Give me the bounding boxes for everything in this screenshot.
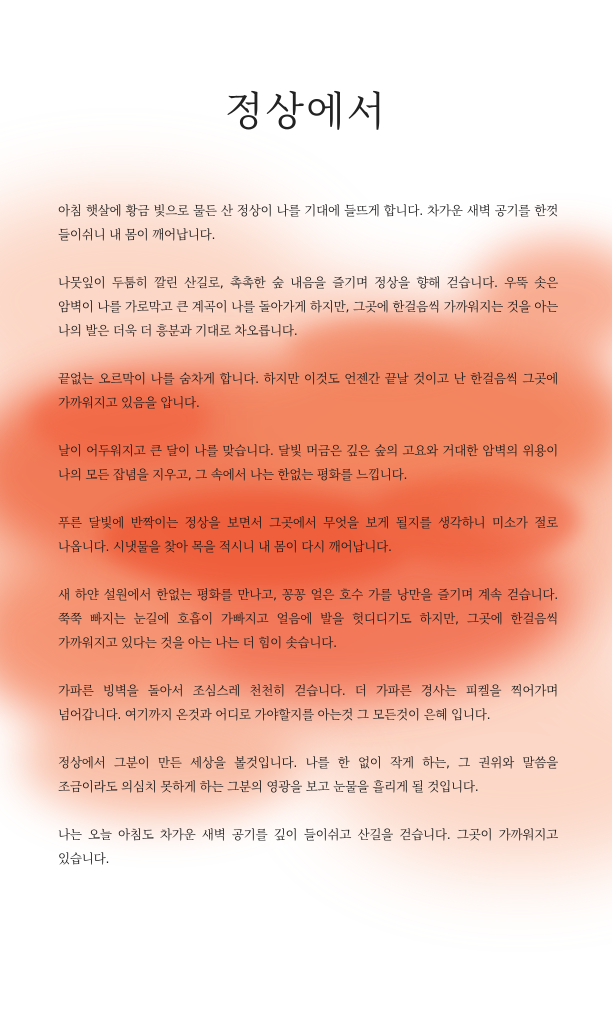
paragraph-3: 끝없는 오르막이 나를 숨차게 합니다. 하지만 이것도 언젠간 끝날 것이고 난 한걸음씩 그곳에 가까워지고 있음을 압니다.	[58, 370, 558, 410]
paragraph-4: 날이 어두워지고 큰 달이 나를 맞습니다. 달빛 머금은 깊은 숲의 고요와 거대한 암벽의 위용이 나의 모든 잡념을 지우고, 그 속에서 나는 한없는 평화를 느낍니다.	[58, 442, 558, 482]
page-title: 정상에서	[224, 89, 388, 135]
paragraph-8: 정상에서 그분이 만든 세상을 볼것입니다. 나를 한 없이 작게 하는, 그 권위와 말씀을 조금이라도 의심치 못하게 하는 그분의 영광을 보고 눈물을 흘리게 될 것입니다.	[58, 754, 558, 794]
paragraph-1: 아침 햇살에 황금 빛으로 물든 산 정상이 나를 기대에 들뜨게 합니다. 차가운 새벽 공기를 한껏 들이쉬니 내 몸이 깨어납니다.	[58, 202, 558, 242]
paragraph-5: 푸른 달빛에 반짝이는 정상을 보면서 그곳에서 무엇을 보게 될지를 생각하니 미소가 절로 나옵니다. 시냇물을 찾아 목을 적시니 내 몸이 다시 깨어납니다.	[58, 514, 558, 554]
paragraph-7: 가파른 빙벽을 돌아서 조심스레 천천히 걷습니다. 더 가파른 경사는 피켈을 찍어가며 넘어갑니다. 여기까지 온것과 어디로 가야할지를 아는것 그 모든것이 은혜 입니다.	[58, 682, 558, 722]
paragraph-6: 새 하얀 설원에서 한없는 평화를 만나고, 꽁꽁 얼은 호수 가를 낭만을 즐기며 계속 걷습니다. 쭉쭉 빠지는 눈길에 호흡이 가빠지고 얼음에 발을 헛디디기도 하지만, 그곳에 한걸음씩 가까워지고 있다는 것을 아는 나는 더 힘이 솟습니다.	[58, 586, 558, 650]
paragraph-9: 나는 오늘 아침도 차가운 새벽 공기를 깊이 들이쉬고 산길을 걷습니다. 그곳이 가까워지고 있습니다.	[58, 826, 558, 866]
paragraph-2: 나뭇잎이 두툼히 깔린 산길로, 촉촉한 숲 내음을 즐기며 정상을 향해 걷습니다. 우뚝 솟은 암벽이 나를 가로막고 큰 계곡이 나를 돌아가게 하지만, 그곳에 한걸음씩 가까워지는 것을 아는 나의 발은 더욱 더 흥분과 기대로 차오릅니다.	[58, 274, 558, 338]
